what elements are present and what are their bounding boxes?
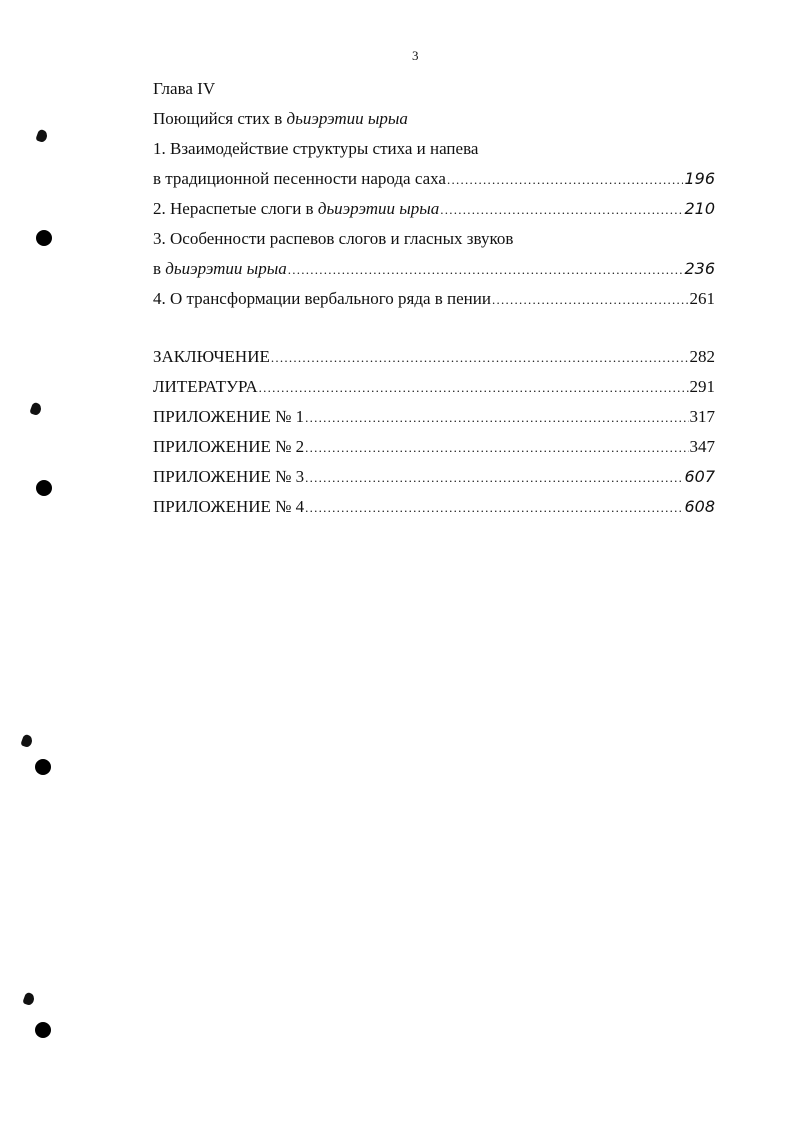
dot-leader [305,433,688,463]
punch-hole [36,480,52,496]
toc-entry-4: 4. О трансформации вербального ряда в пении . . . 261 [153,284,715,314]
chapter-title-italic: дьиэрэтии ырыа [286,109,408,128]
ink-mark [20,734,34,749]
table-of-contents [153,74,715,522]
dot-leader [492,285,689,315]
toc-appendix-2: ПРИЛОЖЕНИЕ № 2 . . . 347 [153,432,715,462]
dot-leader [271,343,689,373]
toc-conclusion: ЗАКЛЮЧЕНИЕ . . . 282 [153,342,715,372]
toc-entry-2: 2. Нераспетые слоги в дьиэрэтии ырыа . . . 210 [153,194,715,224]
chapter-heading [153,74,715,104]
toc-appendix-1: ПРИЛОЖЕНИЕ № 1 . . . 317 [153,402,715,432]
toc-entry-4-page: 261 [689,289,715,308]
toc-entry-1-page: 196 [684,169,715,188]
dot-leader [305,493,683,523]
ink-mark [35,129,49,144]
toc-entry-1-line1: 1. Взаимодействие структуры стиха и напева [153,139,479,158]
dot-leader [447,165,683,195]
punch-hole [35,759,51,775]
toc-entry-2-page: 210 [684,199,715,218]
punch-hole [35,1022,51,1038]
dot-leader [288,255,684,285]
toc-entry-3-page: 236 [684,259,715,278]
toc-entry-1-line2: в традиционной песенности народа саха . . . 196 [153,164,715,194]
toc-appendix-3: ПРИЛОЖЕНИЕ № 3 . . . 607 [153,462,715,492]
toc-entry-3-line2: в дьиэрэтии ырыа . . . 236 [153,254,715,284]
ink-mark [29,402,43,417]
dot-leader [305,463,683,493]
punch-hole [36,230,52,246]
toc-appendix-4: ПРИЛОЖЕНИЕ № 4 . . . 608 [153,492,715,522]
page-number: 3 [412,48,419,63]
chapter-label: Глава IV [153,79,216,98]
chapter-title [153,104,715,134]
toc-literature: ЛИТЕРАТУРА . . . 291 [153,372,715,402]
toc-entry-3-line1: 3. Особенности распевов слогов и гласных звуков [153,229,514,248]
dot-leader [259,373,689,403]
ink-mark [22,992,36,1007]
dot-leader [305,403,688,433]
chapter-title-plain: Поющийся стих в [153,109,287,128]
dot-leader [440,195,683,225]
